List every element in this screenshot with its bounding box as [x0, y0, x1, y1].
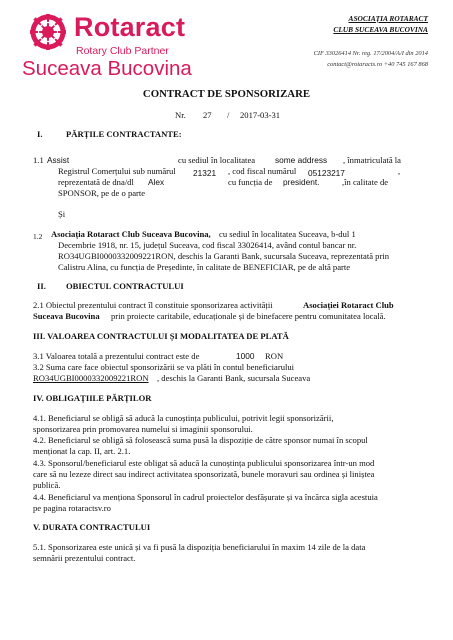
clause-5-1-line-1: 5.1. Sponsorizarea este unică și va fi pusă la dispoziția beneficiarului în maxim 14 zile de la data: [33, 542, 366, 552]
association-registration: [314, 48, 428, 70]
sponsor-representative-field[interactable]: Alex: [148, 177, 165, 187]
clause-4-1-line-2: sponsorizarea prin promovarea numelui si imaginii sponsorului.: [33, 424, 253, 434]
association-line-1: ASOCIAȚIA ROTARACT: [348, 14, 428, 23]
clause-3-2-line-2: , deschis la Garanti Bank, sucursala Suceava: [157, 373, 311, 383]
contract-value-field[interactable]: 1000: [236, 351, 255, 361]
clause-1-1-text-7: cu funcția de: [228, 177, 273, 187]
cif-line: CIF 33026414 Nr. reg. 17/2004/A/I din 2014: [313, 50, 428, 57]
contact-line: contact@rotaracts.ro +40 745 167 868: [327, 61, 428, 68]
sponsor-registry-number-field[interactable]: 21321: [193, 168, 217, 178]
beneficiary-account: RO34UGBI0000332009221RON: [33, 373, 149, 383]
clause-5-1-line-2: semnării prezentului contract.: [33, 553, 136, 563]
clause-1-1-text-1: cu sediul în localitatea: [178, 155, 256, 165]
clause-4-1-line-1: 4.1. Beneficiarul se obligă să aducă la cunoștința publicului, potrivit legii sponsorizării,: [33, 413, 334, 423]
clause-1-1-text-9: SPONSOR, pe de o parte: [58, 188, 146, 198]
clause-1-1-text-6: reprezentată de dna/dl: [58, 177, 134, 187]
clause-4-3-line-1: 4.3. Sponsorul/beneficiarul este obligat să aducă la cunoștința publicului sponsorizarea într-un mod: [33, 458, 375, 468]
clause-4-4-line-2: pe pagina rotaractsv.ro: [33, 503, 111, 513]
sponsor-fiscal-code-field[interactable]: 05123217: [308, 168, 345, 178]
clause-3-1-text: 3.1 Valoarea totală a prezentului contract este de: [33, 351, 200, 361]
contract-date-separator: /: [227, 110, 230, 120]
clause-1-2-line-4: Calistru Alina, cu funcția de Președinte, în calitate de BENEFICIAR, pe de altă parte: [58, 262, 351, 272]
sponsor-function-field[interactable]: president.: [283, 177, 320, 187]
brand-city: Suceava Bucovina: [22, 57, 192, 80]
section-4-heading: IV. OBLIGAȚIILE PĂRȚILOR: [33, 393, 152, 403]
section-2-heading: OBIECTUL CONTRACTULUI: [66, 281, 184, 291]
clause-4-3-line-3: publică.: [33, 480, 61, 490]
clause-1-1-text-4: , cod fiscal numărul: [228, 166, 297, 176]
clause-4-4-line-1: 4.4. Beneficiarul va menționa Sponsorul în cadrul proiectelor desfășurate și va încărca sigla acestuia: [33, 492, 378, 502]
clause-2-1-line-2a: Suceava Bucovina: [33, 311, 100, 321]
clause-4-2-line-2: menționat la cap. II, art. 2.1.: [33, 446, 131, 456]
brand-name: Rotaract: [74, 12, 186, 42]
contract-number-value: 27: [203, 110, 212, 120]
sponsor-name-field[interactable]: Assist: [47, 155, 70, 165]
clause-1-1-number: 1.1: [33, 155, 44, 165]
and-word: Și: [58, 209, 66, 219]
section-5-heading: V. DURATA CONTRACTULUI: [33, 522, 151, 532]
brand-partner: Rotary Club Partner: [76, 45, 169, 57]
clause-2-1-line-1b: Asociației Rotaract Club: [303, 300, 394, 310]
clause-1-1-text-5: ,: [398, 166, 401, 176]
contract-title: CONTRACT DE SPONSORIZARE: [142, 88, 311, 100]
section-3-heading: III. VALOAREA CONTRACTULUI ȘI MODALITATEA DE PLATĂ: [33, 331, 289, 341]
clause-2-1-line-1a: 2.1 Obiectul prezentului contract îl constituie sponsorizarea activității: [33, 300, 273, 310]
section-2-number: II.: [37, 281, 46, 291]
beneficiary-name: Asociația Rotaract Club Suceava Bucovina,: [51, 229, 211, 239]
clause-4-3-line-2: care să nu lezeze direct sau indirect activitatea sponsorizată, bunele moravuri sau ordinea și liniștea: [33, 469, 375, 479]
sponsor-address-field[interactable]: some address: [275, 155, 328, 165]
clause-1-1-text-8: ,în calitate de: [342, 177, 389, 187]
clause-1-2-line-3: RO34UGBI0000332009221RON, deschis la Garanti Bank, sucursala Suceava, reprezentată prin: [58, 251, 390, 261]
contract-currency: RON: [265, 351, 284, 361]
clause-1-2-line-2: Decembrie 1918, nr. 15, județul Suceava, cod fiscal 33026414, având contul bancar nr.: [58, 240, 357, 250]
clause-2-1-line-2b: prin proiecte caritabile, educaționale și de binefacere pentru comunitatea locală.: [111, 311, 386, 321]
clause-1-1-text-2: , înmatriculată la: [343, 155, 401, 165]
association-line-2: CLUB SUCEAVA BUCOVINA: [333, 25, 428, 34]
contract-date-value: 2017-03-31: [240, 110, 281, 120]
clause-3-2-line-1: 3.2 Suma care face obiectul sponsorizării se va plăti în contul beneficiarului: [33, 362, 295, 372]
clause-4-2-line-1: 4.2. Beneficiarul se obligă să folosească suma pusă la dispoziție de către sponsor numai în scopul: [33, 435, 368, 445]
clause-1-1-text-3: Registrul Comerțului sub numărul: [58, 166, 176, 176]
contract-number-label: Nr.: [175, 110, 186, 120]
section-1-number: I.: [37, 129, 43, 139]
association-name: [333, 13, 428, 35]
section-1-heading: PĂRȚILE CONTRACTANTE:: [66, 129, 182, 139]
clause-1-2-line-1: cu sediul în localitatea Suceava, b-dul 1: [219, 229, 356, 239]
rotary-wheel-logo: [30, 14, 66, 50]
clause-1-2-number: 1.2: [33, 232, 43, 241]
